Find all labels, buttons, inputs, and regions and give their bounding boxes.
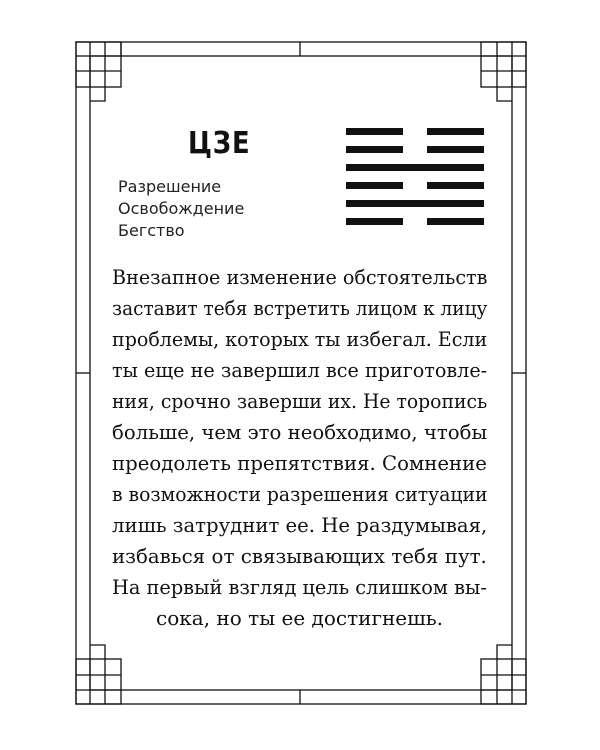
meaning-item: Бегство bbox=[118, 221, 185, 240]
corner-ornament-bottom-left bbox=[76, 645, 121, 704]
hexagram-yin-line bbox=[346, 182, 484, 189]
hexagram-yin-line bbox=[346, 128, 484, 135]
corner-ornament-top-right bbox=[481, 42, 526, 101]
hexagram-yang-line bbox=[346, 200, 484, 207]
description-line: сока, но ты ее достигнешь. bbox=[156, 606, 443, 630]
hexagram-yang-line bbox=[346, 164, 484, 171]
description-line: заставит тебя встретить лицом к лицу bbox=[112, 296, 488, 320]
description-line: ния, срочно заверши их. Не торопись bbox=[112, 389, 488, 413]
meanings-list bbox=[118, 176, 244, 242]
hexagram-description bbox=[112, 262, 487, 634]
hexagram-symbol bbox=[346, 128, 484, 236]
description-line: Внезапное изменение обстоятельств bbox=[112, 265, 488, 289]
meaning-item: Разрешение bbox=[118, 177, 222, 196]
description-line: преодолеть препятствия. Сомнение bbox=[112, 451, 487, 475]
description-line: лишь затруднит ее. Не раздумывая, bbox=[112, 513, 488, 537]
description-line: ты еще не завершил все приготовле- bbox=[112, 358, 488, 382]
corner-ornament-top-left bbox=[76, 42, 121, 101]
corner-ornament-bottom-right bbox=[481, 645, 526, 704]
hexagram-yin-line bbox=[346, 146, 484, 153]
description-line: На первый взгляд цель слишком вы- bbox=[112, 575, 487, 599]
hexagram-yin-line bbox=[346, 218, 484, 225]
description-line: в возможности разрешения ситуации bbox=[112, 482, 488, 506]
meaning-item: Освобождение bbox=[118, 199, 245, 218]
description-line: больше, чем это необходимо, чтобы bbox=[112, 420, 488, 444]
description-line: проблемы, которых ты избегал. Если bbox=[112, 327, 488, 351]
description-line: избавься от связывающих тебя пут. bbox=[112, 544, 487, 568]
hexagram-title: ЦЗЕ bbox=[188, 126, 251, 161]
